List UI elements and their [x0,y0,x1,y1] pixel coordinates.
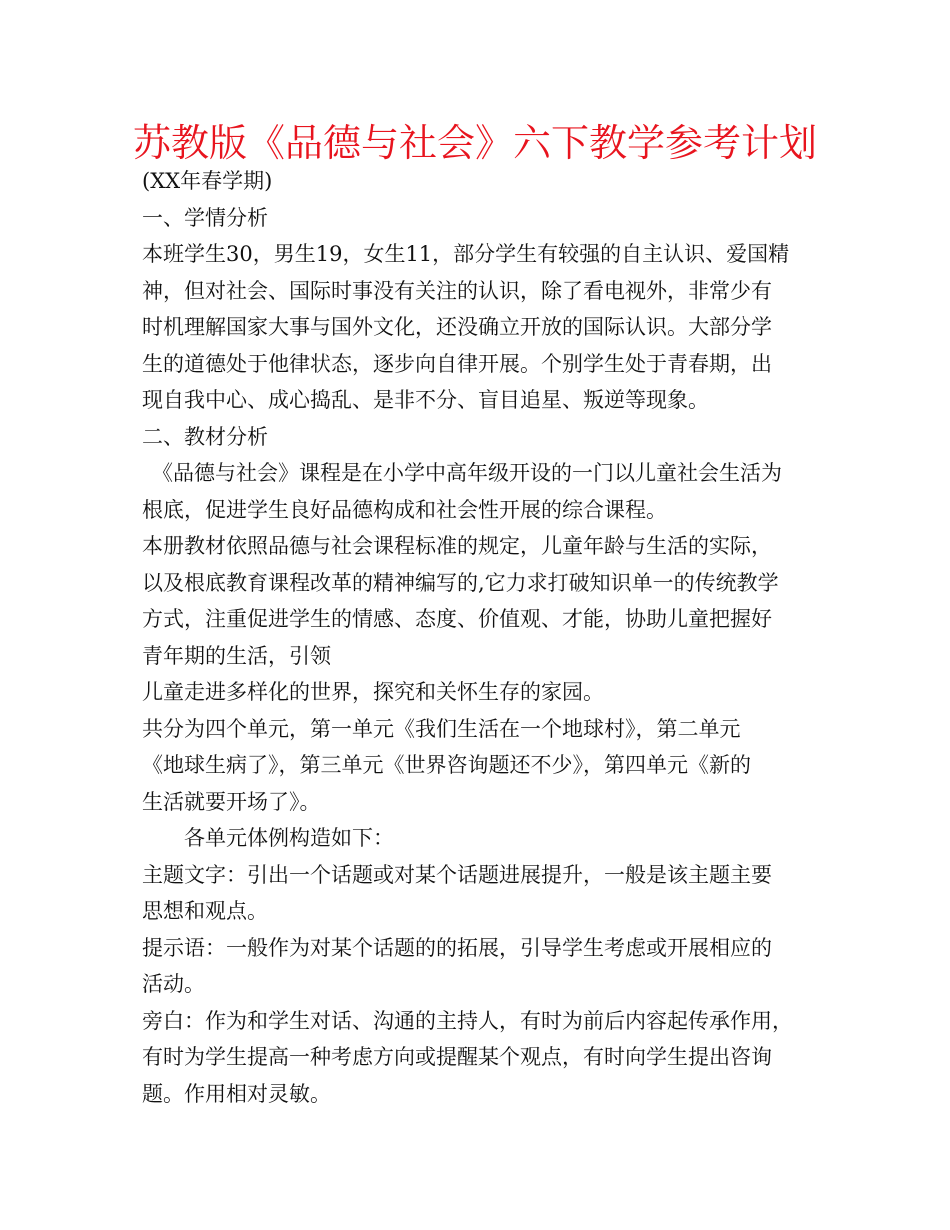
section-heading-textbook-analysis: 二、教材分析 [142,424,268,449]
paragraph-line: 时机理解国家大事与国外文化，还没确立开放的国际认识。大部分学 [142,315,772,339]
paragraph-line: 思想和观点。 [142,899,268,923]
paragraph-line: 各单元体例构造如下： [184,826,394,850]
paragraph-line: 《品德与社会》课程是在小学中高年级开设的一门以儿童社会生活为 [152,461,782,485]
paragraph-line: 活动。 [142,972,205,996]
semester-note: (XX年春学期) [142,169,273,193]
paragraph-line: 提示语：一般作为对某个话题的的拓展，引导学生考虑或开展相应的 [142,935,772,960]
paragraph-line: 方式，注重促进学生的情感、态度、价值观、才能，协助儿童把握好 [142,607,772,631]
paragraph-line: 本册教材依照品德与社会课程标准的规定，儿童年龄与生活的实际， [142,534,772,558]
paragraph-line: 本班学生30，男生19，女生11，部分学生有较强的自主认识、爱国精 [142,242,790,266]
paragraph-line: 题。作用相对灵敏。 [142,1081,331,1106]
paragraph-line: 生活就要开场了》。 [142,789,321,814]
paragraph-line: 生的道德处于他律状态，逐步向自律开展。个别学生处于青春期，出 [142,351,772,376]
paragraph-line: 旁白：作为和学生对话、沟通的主持人，有时为前后内容起传承作用， [142,1008,793,1033]
paragraph-line: 有时为学生提高一种考虑方向或提醒某个观点，有时向学生提出咨询 [142,1045,772,1069]
section-heading-student-analysis: 一、学情分析 [142,205,268,230]
paragraph-line: 青年期的生活，引领 [142,643,331,668]
paragraph-line: 共分为四个单元，第一单元《我们生活在一个地球村》，第二单元 [142,716,741,741]
document-title: 苏教版《品德与社会》六下教学参考计划 [132,121,817,165]
paragraph-line: 主题文字：引出一个话题或对某个话题进展提升，一般是该主题主要 [142,862,772,887]
paragraph-line: 儿童走进多样化的世界，探究和关怀生存的家园。 [142,680,604,704]
paragraph-line: 《地球生病了》，第三单元《世界咨询题还不少》，第四单元《新的 [142,753,751,777]
document-body [142,163,832,1112]
paragraph-line: 神，但对社会、国际时事没有关注的认识，除了看电视外，非常少有 [142,278,772,303]
paragraph-line: 现自我中心、成心捣乱、是非不分、盲目追星、叛逆等现象。 [142,388,709,412]
paragraph-line: 根底，促进学生良好品德构成和社会性开展的综合课程。 [142,497,667,522]
paragraph-line: 以及根底教育课程改革的精神编写的,它力求打破知识单一的传统教学 [142,570,779,595]
